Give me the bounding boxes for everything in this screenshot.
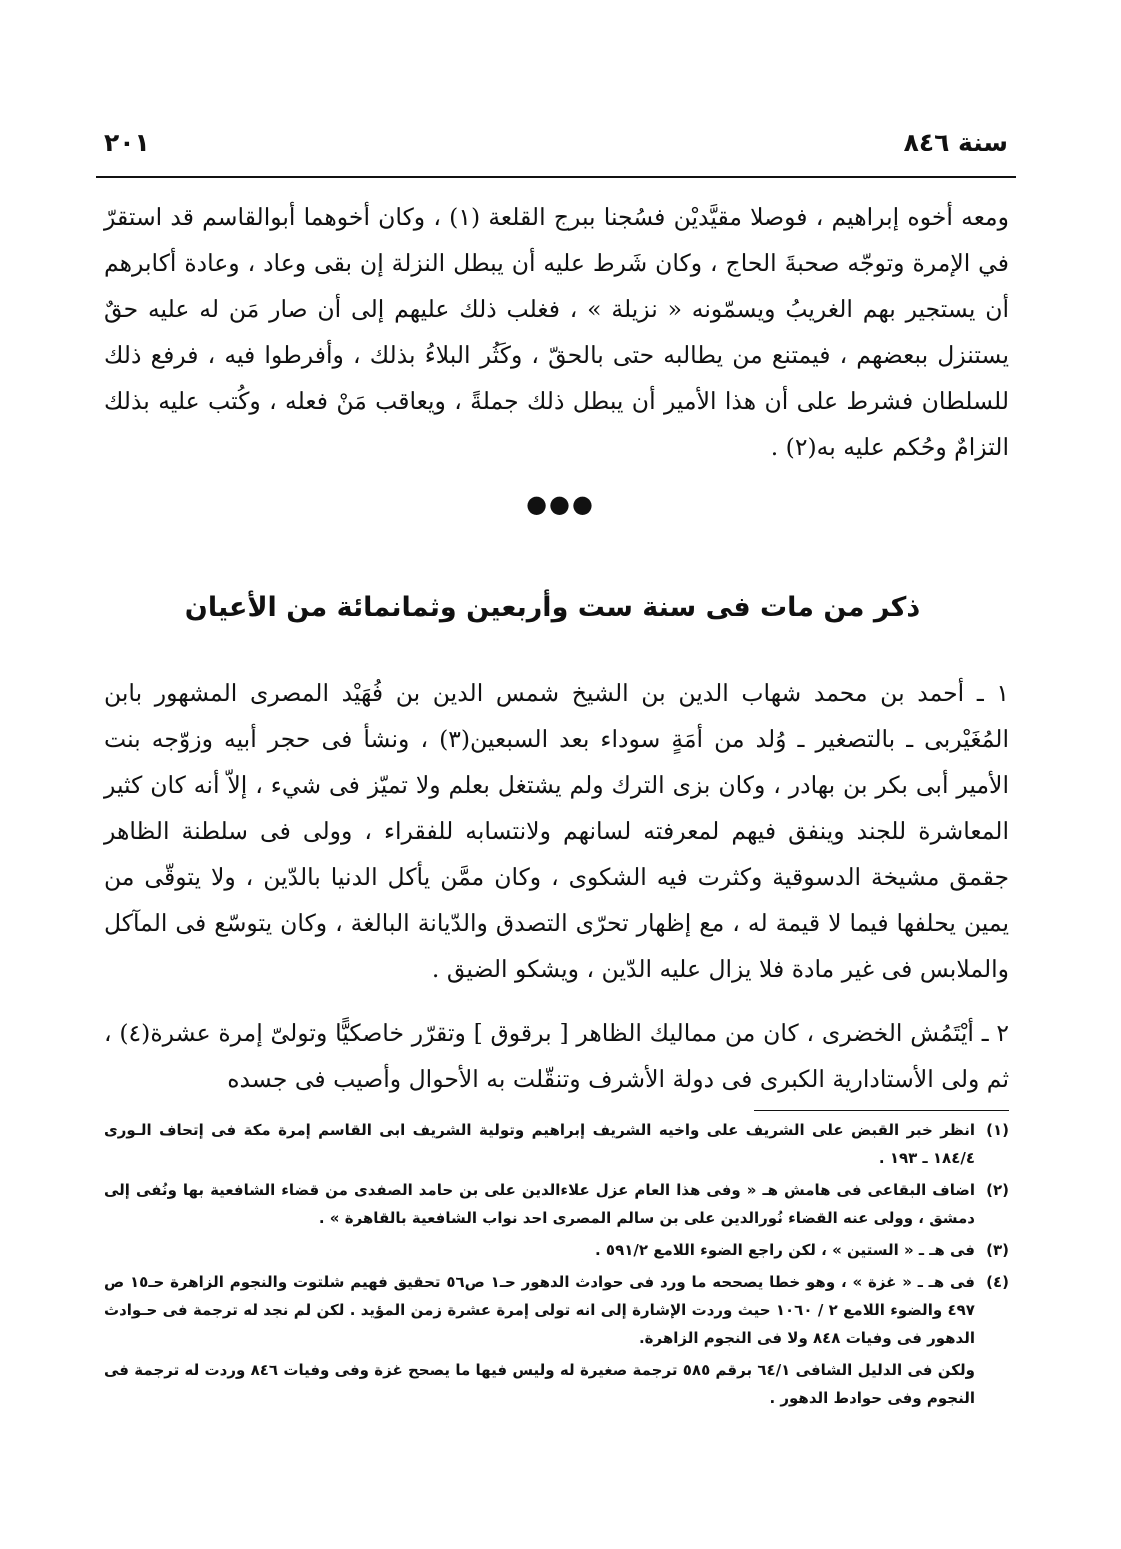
footnote-divider — [754, 1110, 1009, 1111]
footnote-number: (١) — [986, 1121, 1009, 1139]
footnote-text: اضاف البقاعى فى هامش هـ « وفى هذا العام عزل علاءالدين على بن حامد الصفدى من قضاء الشافعية بها ونُفى إلى دمشق ، وولى عنه القضاء نُورالدين على بن سالم المصرى احد نواب الشافعية بالقاهرة » . — [104, 1181, 975, 1227]
section-separator-dots: ●●● — [526, 490, 595, 518]
section-heading: ذكر من مات فى سنة ست وأربعين وثمانمائة من الأعيان — [184, 592, 921, 623]
biography-text-2: ٢ ـ أيْتَمُش الخضرى ، كان من مماليك الظاهر [ برقوق ] وتقرّر خاصكيًّا وتولىّ إمرة عشرة(٤) ، ثم ولى الأستادارية الكبرى فى دولة الأشرف وتنقّلت به الأحوال وأصيب فى جسده — [104, 1019, 1009, 1093]
footnote-number: (٣) — [986, 1241, 1009, 1259]
intro-paragraph: ومعه أخوه إبراهيم ، فوصلا مقيَّديْن فسُجنا ببرج القلعة (١) ، وكان أخوهما أبوالقاسم قد استقرّ في الإمرة وتوجّه صحبةَ الحاج ، وكان شَرط عليه أن يبطل النزلة إن بقى وعاد ، وعادة أكابرهم أن يستجير بهم الغريبُ ويسمّونه « نزيلة » ، فغلب ذلك عليهم إلى أن صار مَن له عليه حقٌ يستنزل ببعضهم ، فيمتنع من يطالبه حتى بالحقّ ، وكَثُر البلاءُ بذلك ، وأفرطوا فيه ، فرفع ذلك للسلطان فشرط على أن هذا الأمير أن يبطل ذلك جملةً ، ويعاقب مَنْ فعله ، وكُتب عليه بذلك التزامٌ وحُكم عليه به(٢) . — [104, 203, 1009, 461]
footnote-text: انظر خبر القبض على الشريف على واخيه الشريف إبراهيم وتولية الشريف ابى القاسم إمرة مكة فى إتحاف الـورى ١٨٤/٤ ـ ١٩٣ . — [104, 1121, 975, 1167]
page-number: ٢٠١ — [104, 128, 150, 157]
footnote-4 — [104, 1268, 1009, 1352]
footnote-4-continuation: ولكن فى الدليل الشافى ٦٤/١ برقم ٥٨٥ ترجمة صغيرة له وليس فيها ما يصحح غزة وفى وفيات ٨٤٦ وردت له ترجمة فى النجوم وفى حوادط الدهور . — [104, 1361, 975, 1407]
footnote-3 — [104, 1236, 1009, 1264]
intro-paragraph-block — [104, 194, 1009, 470]
footnotes — [104, 1116, 1009, 1416]
footnote-2 — [104, 1176, 1009, 1232]
running-head-year: سنة ٨٤٦ — [903, 128, 1008, 157]
footnote-text: فى هـ ـ « غزة » ، وهو خطا يصححه ما ورد فى حوادث الدهور حـ١ ص٥٦ تحقيق فهيم شلتوت والنجوم الزاهرة حـ١٥ ص ٤٩٧ والضوء اللامع ٢ / ١٠٦٠ حيث وردت الإشارة إلى انه تولى إمرة عشرة زمن المؤيد . لكن لم نجد له ترجمة فى حـوادث الدهور فى وفيات ٨٤٨ ولا فى النجوم الزاهرة. — [104, 1273, 976, 1347]
running-head — [100, 128, 1012, 168]
footnote-number: (٢) — [986, 1181, 1009, 1199]
footnote-number: (٤) — [986, 1273, 1009, 1291]
biography-text-1: ١ ـ أحمد بن محمد شهاب الدين بن الشيخ شمس الدين بن فُهَيْد المصرى المشهور بابن المُغَيْربى ـ بالتصغير ـ وُلد من أمَةٍ سوداء بعد السبعين(٣) ، ونشأ فى حجر أبيه وزوّجه بنت الأمير أبى بكر بن بهادر ، وكان بزى الترك ولم يشتغل بعلم ولا تميّز فى شيء ، إلاّ أنه كان كثير المعاشرة للجند وينفق فيهم لمعرفته لسانهم ولانتسابه للفقراء ، وولى فى سلطنة الظاهر جقمق مشيخة الدسوقية وكثرت فيه الشكوى ، وكان ممَّن يأكل الدنيا بالدّين ، ولا يتوقّى من يمين يحلفها فيما لا قيمة له ، مع إظهار تحرّى التصدق والدّيانة البالغة ، وكان يتوسّع فى المآكل والملابس فى غير مادة فلا يزال عليه الدّين ، ويشكو الضيق . — [104, 679, 1009, 983]
footnote-text: فى هـ ـ « الستين » ، لكن راجع الضوء اللامع ٥٩١/٢ . — [595, 1241, 975, 1259]
footnote-1 — [104, 1116, 1009, 1172]
header-divider — [96, 176, 1016, 178]
biography-entry-2 — [104, 1010, 1009, 1102]
biography-entry-1 — [104, 670, 1009, 992]
